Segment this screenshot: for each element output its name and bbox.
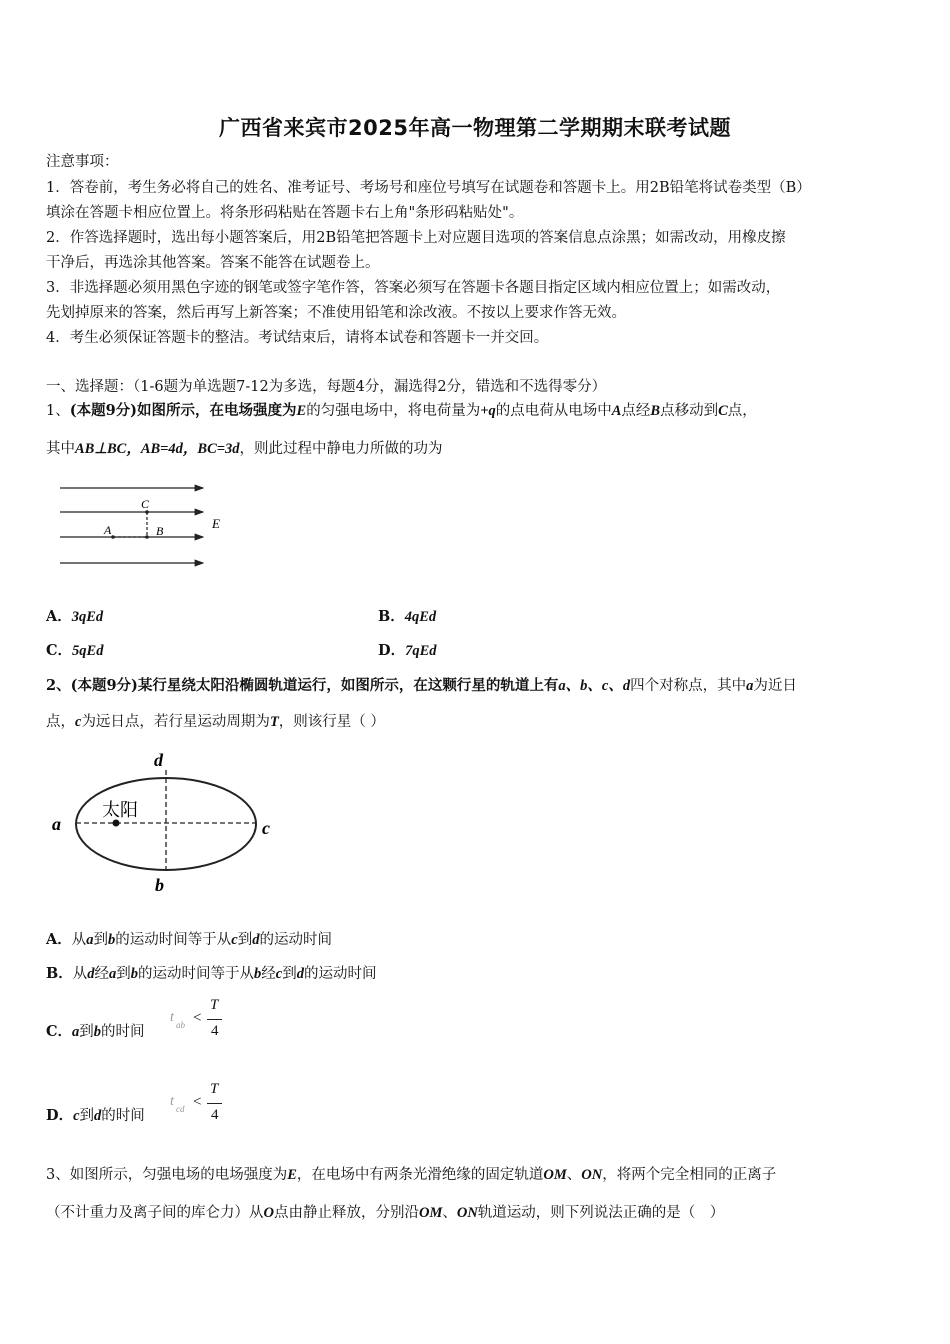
option-label: A．: [46, 608, 72, 625]
q2-text: 为近日: [753, 678, 797, 694]
orbit-ellipse: [76, 778, 256, 870]
q1-option-b: [378, 607, 436, 627]
option-label: D．: [46, 1107, 74, 1124]
q1-field-diagram: [55, 478, 235, 578]
q2-var-c: c: [75, 714, 82, 730]
formula-sub: ab: [176, 1020, 185, 1030]
option-value: 7qEd: [405, 643, 437, 659]
q3-text: ，将两个完全相同的正离子: [602, 1167, 777, 1183]
option-text: 的时间: [101, 1024, 145, 1040]
option-text: 的运动时间: [259, 932, 332, 948]
option-var: b: [130, 966, 139, 982]
option-label: A．: [46, 931, 72, 948]
q1-option-a: [46, 607, 103, 627]
formula-num: T: [210, 1081, 219, 1097]
q2-stem-line2: [46, 712, 385, 732]
sun-dot: [113, 820, 120, 827]
sun-label: 太阳: [102, 800, 138, 820]
option-text: 的运动时间等于从: [115, 932, 232, 948]
q1-text: 其中: [46, 441, 75, 457]
section-heading: 一、选择题：（1-6题为单选题7-12为多选，每题4分，漏选得2分，错选和不选得零分）: [46, 379, 607, 395]
q1-text: ，则此过程中静电力所做的功为: [239, 441, 443, 457]
q2-option-a: [46, 930, 332, 950]
point-b: [145, 535, 149, 539]
q1-text: 点经: [621, 403, 651, 419]
formula-lt: <: [193, 1010, 202, 1026]
q1-number: 1、: [46, 403, 70, 419]
formula-den: 4: [211, 1023, 219, 1039]
formula-num: T: [210, 997, 219, 1013]
q2-option-c: [46, 1022, 145, 1042]
q1-stem-line2: [46, 439, 443, 459]
option-text: 到: [79, 1024, 94, 1040]
option-value: 4qEd: [404, 609, 437, 625]
option-text: 经: [261, 966, 276, 982]
q2-option-b: [46, 964, 376, 984]
notice-heading: 注意事项：: [46, 154, 119, 170]
notice-line: 干净后，再选涂其他答案。答案不能答在试题卷上。: [46, 255, 380, 271]
option-text: 的运动时间: [303, 966, 377, 982]
option-var: c: [73, 1108, 80, 1124]
formula-den: 4: [211, 1107, 219, 1123]
option-text: 到: [93, 932, 109, 948]
label-c: C: [141, 497, 150, 511]
option-var: d: [252, 932, 260, 948]
q3-var-om: OM: [543, 1167, 567, 1183]
label-b: B: [156, 524, 164, 538]
q3-var-o: O: [263, 1205, 274, 1221]
option-label: B．: [378, 608, 405, 625]
formula-sub: cd: [176, 1104, 185, 1114]
notice-line: 2．作答选择题时，选出每小题答案后，用2B铅笔把答题卡上对应题目选项的答案信息点涂黑；如需改动，用橡皮擦: [46, 230, 786, 246]
q2-points: a、b、c、d: [558, 678, 631, 694]
q3-text: 、: [442, 1205, 457, 1221]
q2-orbit-diagram: [45, 748, 285, 898]
formula-lt: <: [193, 1094, 202, 1110]
q1-text: 的点电荷从电场中: [495, 403, 612, 419]
q3-text: （不计重力及离子间的库仑力）从: [46, 1205, 264, 1221]
q1-stem-line1: [46, 401, 757, 421]
q1-option-d: [378, 641, 437, 661]
option-text: 从: [72, 966, 88, 982]
q1-var-a: A: [611, 403, 622, 419]
option-var: b: [254, 966, 262, 982]
option-var: d: [87, 966, 95, 982]
q1-text: 点，: [727, 403, 757, 419]
label-b: b: [155, 875, 164, 895]
label-a: a: [52, 814, 61, 834]
option-var: b: [108, 932, 116, 948]
q1-var-q: +q: [480, 403, 496, 419]
option-label: B．: [46, 965, 73, 982]
label-d: d: [154, 750, 163, 770]
q1-condition: AB⊥BC，AB=4d，BC=3d: [75, 441, 240, 457]
notice-line: 3．非选择题必须用黑色字迹的钢笔或签字笔作答，答案必须写在答题卡各题目指定区域内相应位置上；如需改动，: [46, 280, 781, 296]
q3-var-on: ON: [456, 1205, 478, 1221]
q2-text: 四个对称点，其中: [630, 678, 747, 694]
option-label: C．: [46, 1023, 73, 1040]
formula-t: t: [170, 1094, 174, 1109]
fraction-bar: [207, 1103, 222, 1104]
formula-t: t: [170, 1010, 174, 1025]
q2-stem-line1: [46, 676, 797, 696]
q1-text: (本题9分)如图所示，在电场强度为: [69, 402, 297, 419]
option-var: c: [231, 932, 238, 948]
option-var: c: [275, 966, 283, 982]
option-var: b: [93, 1024, 102, 1040]
q3-var-e: E: [287, 1167, 297, 1183]
q2-option-d: [46, 1106, 145, 1126]
option-var: d: [296, 966, 304, 982]
notice-line: 1．答卷前，考生务必将自己的姓名、准考证号、考场号和座位号填写在试题卷和答题卡上。用2B铅笔将试卷类型（B）: [46, 180, 811, 196]
q3-stem-line1: [46, 1165, 776, 1185]
q1-text: 点移动到: [660, 403, 719, 419]
option-value: 5qEd: [72, 643, 104, 659]
q1-var-c: C: [718, 403, 728, 419]
q1-var-b: B: [650, 403, 661, 419]
label-e: E: [212, 516, 220, 531]
q2-text: ，则该行星（ ）: [278, 714, 385, 730]
option-value: 3qEd: [71, 609, 104, 625]
q2-text: 2、(本题9分)某行星绕太阳沿椭圆轨道运行，如图所示，在这颗行星的轨道上有: [46, 677, 559, 694]
notice-line: 填涂在答题卡相应位置上。将条形码粘贴在答题卡右上角"条形码粘贴处"。: [46, 205, 524, 221]
notice-line: 4．考生必须保证答题卡的整洁。考试结束后，请将本试卷和答题卡一并交回。: [46, 330, 549, 346]
q1-var-e: E: [296, 403, 307, 419]
option-text: 的时间: [101, 1108, 145, 1124]
q3-text: ，在电场中有两条光滑绝缘的固定轨道: [296, 1167, 544, 1183]
option-var: d: [94, 1108, 102, 1124]
option-var: a: [72, 1024, 80, 1040]
option-text: 到: [282, 966, 297, 982]
q3-var-om: OM: [418, 1205, 443, 1221]
q3-text: 、: [566, 1167, 582, 1183]
q3-var-on: ON: [581, 1167, 603, 1183]
label-c: c: [262, 818, 270, 838]
q2-text: 为远日点，若行星运动周期为: [81, 714, 270, 730]
option-var: a: [86, 932, 94, 948]
option-var: a: [109, 966, 117, 982]
q2-text: 点，: [46, 714, 75, 730]
q1-option-c: [46, 641, 103, 661]
point-a: [111, 535, 115, 539]
q1-text: 的匀强电场中，将电荷量为: [306, 403, 481, 419]
option-text: 从: [71, 932, 87, 948]
page-title: 广西省来宾市2025年高一物理第二学期期末联考试题: [219, 116, 731, 140]
q2-var-t: T: [269, 714, 279, 730]
option-label: C．: [46, 642, 73, 659]
q3-text: 轨道运动，则下列说法正确的是（ ）: [477, 1205, 725, 1221]
q2-var-a: a: [746, 678, 754, 694]
option-text: 到: [79, 1108, 95, 1124]
fraction-bar: [207, 1019, 222, 1020]
q3-text: 3、如图所示，匀强电场的电场强度为: [46, 1167, 288, 1183]
notice-line: 先划掉原来的答案，然后再写上新答案；不准使用铅笔和涂改液。不按以上要求作答无效。: [46, 305, 626, 321]
label-a: A: [104, 523, 112, 537]
option-text: 到: [237, 932, 253, 948]
option-text: 到: [116, 966, 131, 982]
q3-stem-line2: [46, 1203, 724, 1223]
q3-text: 点由静止释放，分别沿: [273, 1205, 419, 1221]
option-text: 的运动时间等于从: [138, 966, 255, 982]
option-label: D．: [378, 642, 406, 659]
option-text: 经: [94, 966, 110, 982]
